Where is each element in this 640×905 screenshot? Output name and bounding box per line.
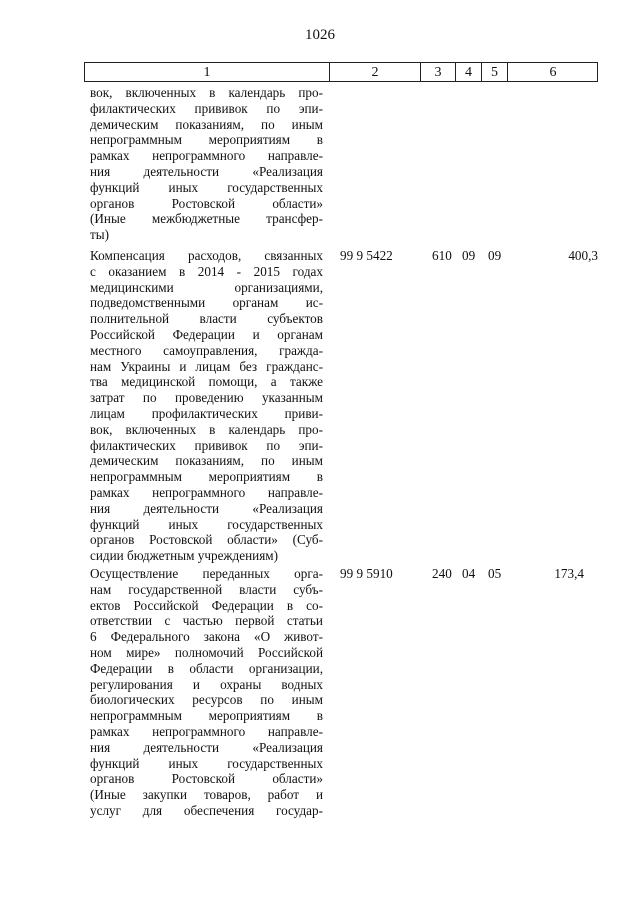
text-line: нам государственной власти субъ- xyxy=(90,581,323,597)
amount: 173,4 xyxy=(554,566,584,581)
table-row-description xyxy=(90,248,323,564)
table-row-description xyxy=(90,85,323,243)
table-header xyxy=(84,62,598,82)
text-line: подведомственными органам ис- xyxy=(90,295,323,311)
text-line: биологических ресурсов по иным xyxy=(90,692,323,708)
text-line: ном мире» полномочий Российской xyxy=(90,644,323,660)
text-line: непрограммным мероприятиям в xyxy=(90,132,323,148)
text-line: затрат по проведению указанным xyxy=(90,390,323,406)
text-line: функций иных государственных xyxy=(90,755,323,771)
text-line: ния деятельности «Реализация xyxy=(90,163,323,179)
text-line: рамках непрограммного направле- xyxy=(90,723,323,739)
text-line: Осуществление переданных орга- xyxy=(90,566,323,581)
amount: 400,3 xyxy=(568,248,598,263)
table-row-description xyxy=(90,566,323,819)
text-line: 6 Федерального закона «О живот- xyxy=(90,629,323,645)
text-line: функций иных государственных xyxy=(90,179,323,195)
text-line: вок, включенных в календарь про- xyxy=(90,85,323,100)
text-line: Российской Федерации и органам xyxy=(90,326,323,342)
header-col-5: 5 xyxy=(491,65,498,80)
text-line: медицинскими организациями, xyxy=(90,279,323,295)
text-line: филактических прививок по эпи- xyxy=(90,437,323,453)
rz-code: 09 xyxy=(462,248,476,263)
text-line: непрограммным мероприятиям в xyxy=(90,469,323,485)
text-line: ния деятельности «Реализация xyxy=(90,500,323,516)
header-col-3: 3 xyxy=(434,65,442,80)
text-line: рамках непрограммного направле- xyxy=(90,484,323,500)
text-line: ответствии с частью первой статьи xyxy=(90,613,323,629)
text-line: (Иные межбюджетные трансфер- xyxy=(90,211,323,227)
csr-code: 99 9 5910 xyxy=(340,566,393,581)
text-line: филактических прививок по эпи- xyxy=(90,100,323,116)
text-line: вок, включенных в календарь про- xyxy=(90,421,323,437)
text-line: ния деятельности «Реализация xyxy=(90,739,323,755)
page-number: 1026 xyxy=(305,27,335,43)
text-line: органов Ростовской области» xyxy=(90,771,323,787)
header-col-4: 4 xyxy=(465,65,472,80)
text-line: ты) xyxy=(90,227,110,243)
text-line: регулирования и охраны водных xyxy=(90,676,323,692)
text-line: сидии бюджетным учреждениям) xyxy=(90,548,279,564)
text-line: местного самоуправления, гражда- xyxy=(90,342,323,358)
vr-code: 610 xyxy=(432,248,452,263)
text-line: лицам профилактических приви- xyxy=(90,405,323,421)
rz-code: 04 xyxy=(462,566,476,581)
text-line: с оказанием в 2014 - 2015 годах xyxy=(90,263,323,279)
pr-code: 05 xyxy=(488,566,502,581)
text-line: тва медицинской помощи, а также xyxy=(90,374,323,390)
text-line: непрограммным мероприятиям в xyxy=(90,708,323,724)
header-col-6: 6 xyxy=(549,65,557,80)
vr-code: 240 xyxy=(432,566,452,581)
header-col-1: 1 xyxy=(203,65,211,80)
csr-code: 99 9 5422 xyxy=(340,248,393,263)
text-line: нам Украины и лицам без гражданс- xyxy=(90,358,323,374)
pr-code: 09 xyxy=(488,248,502,263)
text-line: органов Ростовской области» (Суб- xyxy=(90,532,323,548)
text-line: Компенсация расходов, связанных xyxy=(90,248,323,263)
text-line: полнительной власти субъектов xyxy=(90,311,323,327)
text-line: ектов Российской Федерации в со- xyxy=(90,597,323,613)
text-line: Федерации в области организации, xyxy=(90,660,323,676)
header-col-2: 2 xyxy=(371,65,379,80)
text-line: демическим показаниям, по иным xyxy=(90,453,323,469)
text-line: демическим показаниям, по иным xyxy=(90,116,323,132)
text-line: органов Ростовской области» xyxy=(90,195,323,211)
text-line: рамках непрограммного направле- xyxy=(90,148,323,164)
text-line: функций иных государственных xyxy=(90,516,323,532)
text-line: (Иные закупки товаров, работ и xyxy=(90,787,323,803)
text-line: услуг для обеспечения государ- xyxy=(90,802,323,818)
